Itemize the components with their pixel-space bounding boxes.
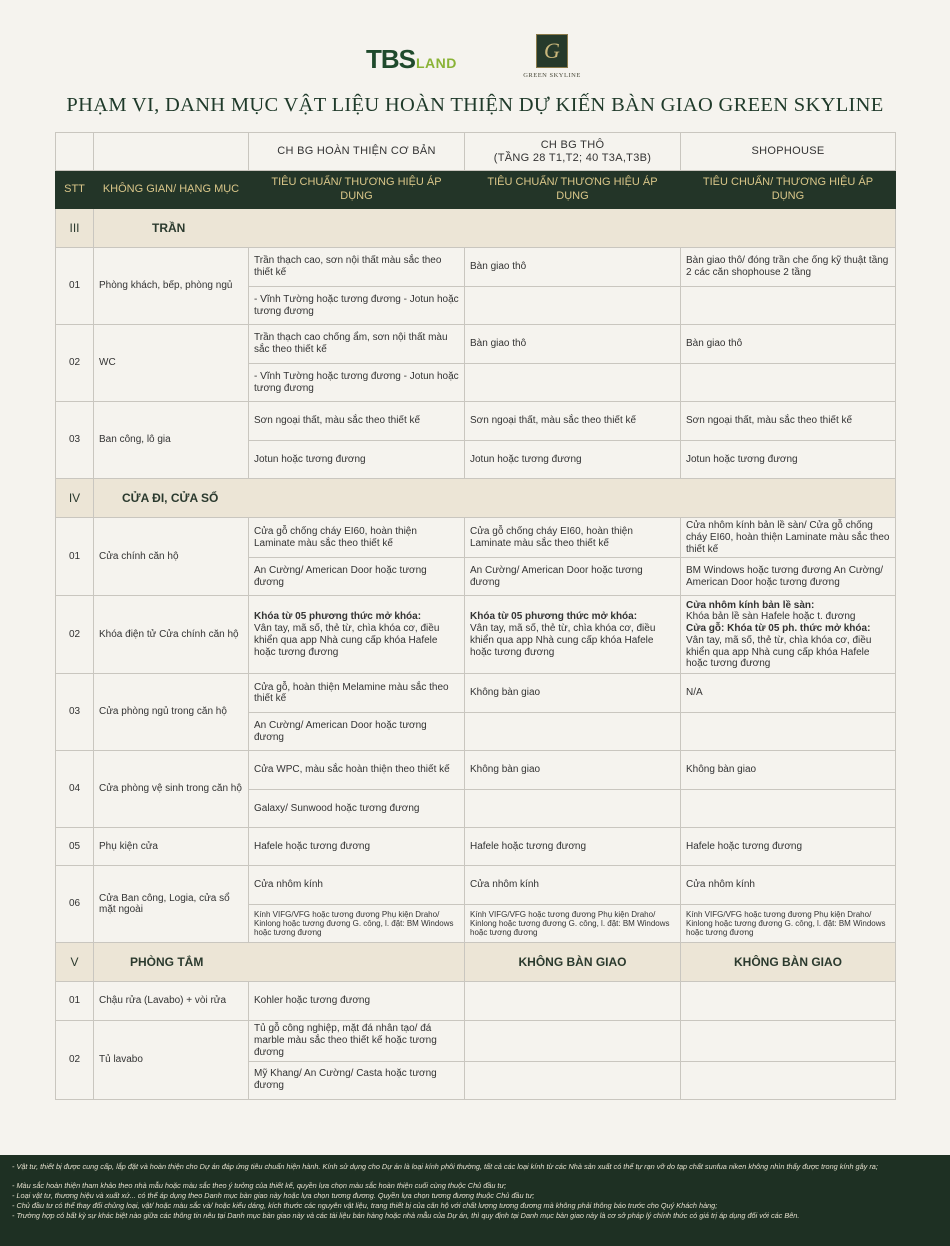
green-skyline-logo xyxy=(520,34,584,79)
table-row: Mỹ Khang/ An Cường/ Casta hoặc tương đương xyxy=(56,1061,896,1099)
footer-note: - Màu sắc hoàn thiện tham khảo theo nhà mẫu hoặc màu sắc theo ý tưởng của thiết kế, quyền lựa chọn màu sắc hoàn thiện cuối cùng thuộc Chủ đầu tư; xyxy=(12,1181,507,1190)
table-row: 06 Cửa Ban công, Logia, cửa sổ mặt ngoài Cửa nhôm kính Cửa nhôm kính Cửa nhôm kính xyxy=(56,866,896,905)
table-row: 03 Cửa phòng ngủ trong căn hộ Cửa gỗ, hoàn thiện Melamine màu sắc theo thiết kế Không bàn giao N/A xyxy=(56,674,896,713)
footer-notes xyxy=(0,1155,950,1246)
green-skyline-emblem: G xyxy=(536,34,568,68)
col-raw-header: CH BG THÔ (TẦNG 28 T1,T2; 40 T3A,T3B) xyxy=(465,133,681,171)
table-row: Galaxy/ Sunwood hoặc tương đương xyxy=(56,790,896,828)
footer-note: - Vật tư, thiết bị được cung cấp, lắp đặt và hoàn thiện cho Dự án đáp ứng tiêu chuẩn hiện hành. Kính sử dụng cho Dự án là loại kính phôi thường, tất cả các loại kính từ các Nhà sản xuất có thể tự rạn vỡ do tạp chất sunfua niken không nhìn thấy được trong kính gây ra; xyxy=(12,1162,878,1171)
table-subheader-row xyxy=(56,171,896,209)
std-shop-header: TIÊU CHUẨN/ THƯƠNG HIỆU ÁP DỤNG xyxy=(681,171,896,209)
table-row: Kính VIFG/VFG hoặc tương đương Phụ kiện Draho/ Kinlong hoặc tương đương G. công, l. đặt: BM Windows hoặc tương đương Kính VIFG/VFG hoặc tương đương Phụ kiện Draho/ Kinlong hoặc tương đương G. công, l. đặt: BM Windows hoặc tương đương Kính VIFG/VFG hoặc tương đương Phụ kiện Draho/ Kinlong hoặc tương đương G. công, l. đặt: BM Windows hoặc tương đương xyxy=(56,905,896,943)
table-row: Jotun hoặc tương đương Jotun hoặc tương đương Jotun hoặc tương đương xyxy=(56,441,896,479)
footer-note: - Trường hợp có bất kỳ sự khác biệt nào giữa các thông tin nêu tại Danh mục bàn giao này và các tài liệu bán hàng hoặc nhà mẫu của Dự án, thì quy định tại Danh mục bàn giao này là cơ sở pháp lý chính thức có giá trị áp dụng đối với các Bên. xyxy=(12,1211,800,1220)
page-title: PHẠM VI, DANH MỤC VẬT LIỆU HOÀN THIỆN DỰ KIẾN BÀN GIAO GREEN SKYLINE xyxy=(66,94,884,116)
table-row: 04 Cửa phòng vệ sinh trong căn hộ Cửa WPC, màu sắc hoàn thiện theo thiết kế Không bàn giao Không bàn giao xyxy=(56,751,896,790)
table-row: 03 Ban công, lô gia Sơn ngoại thất, màu sắc theo thiết kế Sơn ngoại thất, màu sắc theo thiết kế Sơn ngoại thất, màu sắc theo thiết kế xyxy=(56,402,896,441)
space-header: KHÔNG GIAN/ HẠNG MỤC xyxy=(94,171,249,209)
col-shop-header: SHOPHOUSE xyxy=(681,133,896,171)
table-header-row xyxy=(56,133,896,171)
table-row: - Vĩnh Tường hoặc tương đương - Jotun hoặc tương đương xyxy=(56,364,896,402)
section-row-phong-tam: V PHÒNG TẮM KHÔNG BÀN GIAO KHÔNG BÀN GIAO xyxy=(56,943,896,982)
table-row: 01 Cửa chính căn hộ Cửa gỗ chống cháy EI60, hoàn thiện Laminate màu sắc theo thiết kế Cửa gỗ chống cháy EI60, hoàn thiện Laminate màu sắc theo thiết kế Cửa nhôm kính bản lề sàn/ Cửa gỗ chống cháy EI60, hoàn thiện Laminate màu sắc theo thiết kế xyxy=(56,518,896,558)
materials-table xyxy=(55,132,896,1100)
footer-note: - Chủ đầu tư có thể thay đổi chủng loại, vật/ hoặc màu sắc và/ hoặc kiểu dáng, kích thước các nguyên vật liệu, trang thiết bị của căn hộ với chất lượng tương đương mà không phải thông báo trước cho Quý Khách hàng; xyxy=(12,1201,718,1210)
table-row: 02 WC Trần thạch cao chống ẩm, sơn nội thất màu sắc theo thiết kế Bàn giao thô Bàn giao thô xyxy=(56,325,896,364)
footer-note: - Loại vật tư, thương hiệu và xuất xứ... có thể áp dụng theo Danh mục bàn giao này hoặc lựa chọn tương đương. Quyền lựa chọn tương đương thuộc Chủ đầu tư; xyxy=(12,1191,535,1200)
table-row: - Vĩnh Tường hoặc tương đương - Jotun hoặc tương đương xyxy=(56,287,896,325)
table-row: An Cường/ American Door hoặc tương đương xyxy=(56,713,896,751)
std-raw-header: TIÊU CHUẨN/ THƯƠNG HIỆU ÁP DỤNG xyxy=(465,171,681,209)
tbs-land-logo: TBSLAND xyxy=(366,44,457,74)
section-row-tran: III TRẦN xyxy=(56,209,896,248)
section-row-cua: IV CỬA ĐI, CỬA SỔ xyxy=(56,479,896,518)
stt-header: STT xyxy=(56,171,94,209)
table-row: 02 Tủ lavabo Tủ gỗ công nghiệp, mặt đá nhân tạo/ đá marble màu sắc theo thiết kế hoặc tương đương xyxy=(56,1021,896,1061)
table-row: 01 Phòng khách, bếp, phòng ngủ Trần thạch cao, sơn nội thất màu sắc theo thiết kế Bàn giao thô Bàn giao thô/ đóng trần che ống kỹ thuật tầng 2 các căn shophouse 2 tầng xyxy=(56,248,896,287)
table-row: 05 Phụ kiện cửa Hafele hoặc tương đương Hafele hoặc tương đương Hafele hoặc tương đương xyxy=(56,828,896,866)
table-row: 02 Khóa điện tử Cửa chính căn hộ Khóa từ 05 phương thức mở khóa: Vân tay, mã số, thẻ từ, chìa khóa cơ, điều khiển qua app Nhà cung cấp khóa Hafele hoặc tương đương Khóa từ 05 phương thức mở khóa: Vân tay, mã số, thẻ từ, chìa khóa cơ, điều khiển qua app Nhà cung cấp khóa Hafele hoặc tương đương Cửa nhôm kính bản lề sàn: Khóa bản lề sàn Hafele hoặc t. đương Cửa gỗ: Khóa từ 05 ph. thức mở khóa: Vân tay, mã số, thẻ từ, chìa khóa cơ, điều khiển qua app Nhà cung cấp khóa Hafele hoặc tương đương xyxy=(56,596,896,674)
table-row: 01 Chậu rửa (Lavabo) + vòi rửa Kohler hoặc tương đương xyxy=(56,982,896,1021)
green-skyline-name: GREEN SKYLINE xyxy=(523,72,581,79)
col-basic-header: CH BG HOÀN THIỆN CƠ BẢN xyxy=(249,133,465,171)
table-row: An Cường/ American Door hoặc tương đương An Cường/ American Door hoặc tương đương BM Windows hoặc tương đương An Cường/ American Door hoặc tương đương xyxy=(56,558,896,596)
logo-area xyxy=(0,32,950,90)
std-basic-header: TIÊU CHUẨN/ THƯƠNG HIỆU ÁP DỤNG xyxy=(249,171,465,209)
